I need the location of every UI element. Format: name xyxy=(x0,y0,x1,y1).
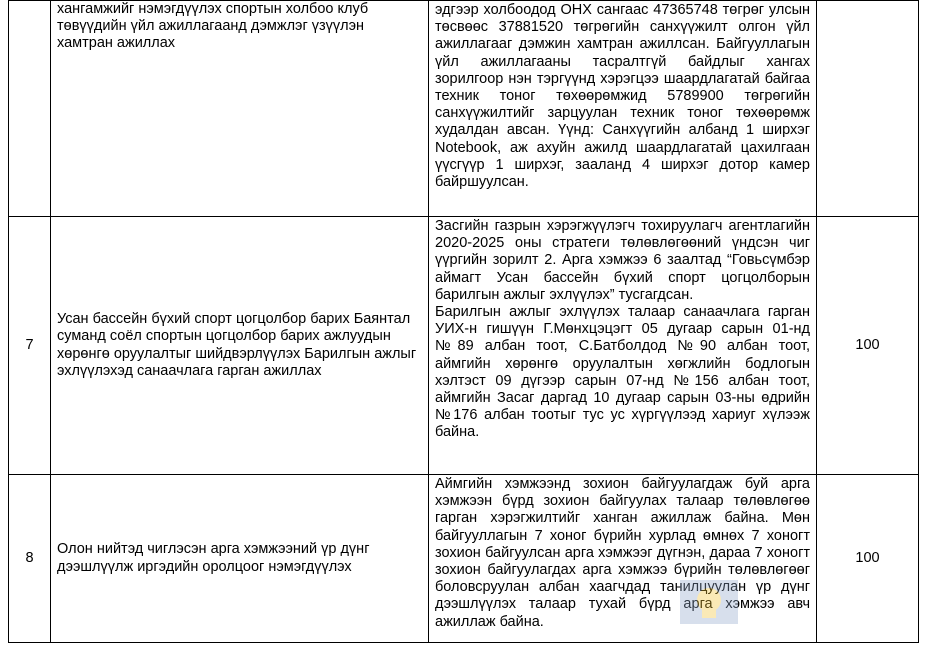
report-cell xyxy=(429,1,817,217)
score-cell: 100 xyxy=(817,475,919,643)
report-paragraph: Засгийн газрын хэрэгжүүлэгч тохируулагч агентлагийн 2020-2025 оны стратеги төлөвлөгөөний үндсэн чиг үүргийн зорилт 2. Арга хэмжээ 6 заалтад “Говьсүмбэр аймагт Усан бассейн бүхий спорт цогцолборын барилгын ажлыг эхлүүлэх” тусгагдсан. xyxy=(435,218,810,303)
row-number: 7 xyxy=(9,217,51,475)
task-cell: хангамжийг нэмэгдүүлэх спортын холбоо клуб төвүүдийн үйл ажиллагаанд дэмжлэг үзүүлэн хамтран ажиллах xyxy=(51,1,429,217)
report-paragraph: эдгээр холбоодод ОНХ сангаас 47365748 төгрөг улсын төсвөөс 37881520 төгрөгийн санхүүжилт олгон үйл ажиллагааг дэмжин хамтран ажиллсан. Байгууллагын үйл ажиллагааны тасралтгүй байдлыг хангах зорилгоор нэн тэргүүнд хэрэгцээ шаардлагатай байгаа техник тоног төхөөрөмжид 5789900 төгрөгийн санхүүжилтийг зарцуулан техник тоног төхөөрөмж худалдан авсан. Үүнд: Санхүүгийн албанд 1 ширхэг Notebook, аж ахуйн ажилд шаардлагатай цахилгаан үүсгүүр 1 ширхэг, зааланд 4 ширхэг дотор камер байршуулсан. xyxy=(435,2,810,191)
row-number: 8 xyxy=(9,475,51,643)
report-paragraph: Барилгын ажлыг эхлүүлэх талаар санаачлага гарган УИХ-н гишүүн Г.Мөнхцэцэгт 05 дугаар сарын 01-нд №89 албан тоот, С.Батболдод №90 албан тоот, аймгийн хөрөнгө оруулалтын хөгжлийн бодлогын хэлтэст 09 дүгээр сарын 07-нд №156 албан тоот, аймгийн Засаг даргад 10 дугаар сарын 03-ны өдрийн №176 албан тоотыг тус ус хүргүүлээд хариуг хүлээж байна. xyxy=(435,304,810,441)
task-cell: Усан бассейн бүхий спорт цогцолбор барих Баянтал суманд соёл спортын цогцолбор барих ажлуудын хөрөнгө оруулалтыг шийдвэрлүүлэх Барилгын ажлыг эхлүүлэхэд санаачлага гарган ажиллах xyxy=(51,217,429,475)
task-cell: Олон нийтэд чиглэсэн арга хэмжээний үр дүнг дээшлүүлж иргэдийн оролцоог нэмэгдүүлэх xyxy=(51,475,429,643)
report-table xyxy=(8,0,919,643)
score-cell xyxy=(817,1,919,217)
report-cell xyxy=(429,217,817,475)
table-row xyxy=(9,217,919,475)
table-row xyxy=(9,1,919,217)
score-cell: 100 xyxy=(817,217,919,475)
report-paragraph: Аймгийн хэмжээнд зохион байгуулагдаж буй арга хэмжээн бүрд зохион байгуулах талаар төлөвлөгөө гарган хэрэгжилтийг ханган ажиллаж байна. Мөн байгууллагын 7 хоног бүрийн хурлад өмнөх 7 хоногт зохион байгуулсан арга хэмжээг дүгнэн, дараа 7 хоногт зохион байгуулагдах арга хэмжээ бүрийн төлөвлөгөөг боловсруулан албан хаагчдад танилцуулан үр дүнг дээшлүүлэх талаар тухай бүрд арга хэмжээ авч ажиллаж байна. xyxy=(435,476,810,630)
report-cell xyxy=(429,475,817,643)
watermark-logo xyxy=(680,580,738,624)
table-row xyxy=(9,475,919,643)
row-number xyxy=(9,1,51,217)
